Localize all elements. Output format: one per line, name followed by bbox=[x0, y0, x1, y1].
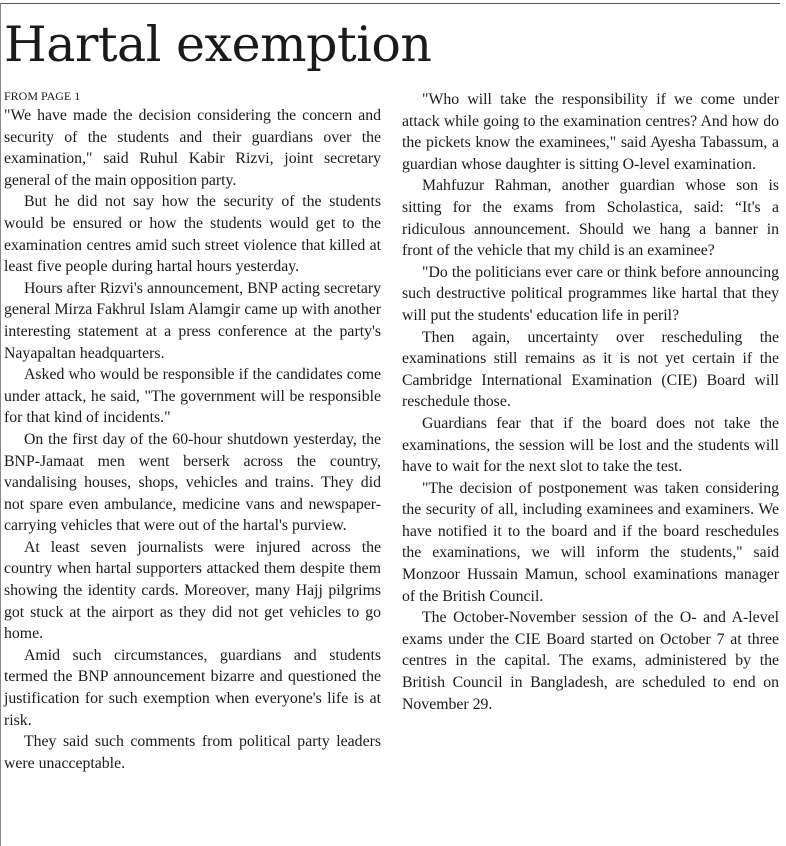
right-paragraph-1: "Who will take the responsibility if we come under attack while going to the examination centres? And how do the pickets know the examinees," said Ayesha Tabassum, a guardian whose daughter is sitting O-level examination. bbox=[402, 91, 779, 173]
right-paragraph-2: Mahfuzur Rahman, another guardian whose son is sitting for the exams from Scholastica, said: “It's a ridiculous announcement. Should we hang a banner in front of the vehicle that my child is an examinee? bbox=[402, 177, 779, 260]
right-paragraph-6: "The decision of postponement was taken considering the security of all, including examinees and examiners. We have notified it to the board and if the board reschedules the examinations, we will inform the students," said Monzoor Hussain Mamun, school examinations manager of the British Council. bbox=[402, 479, 779, 605]
right-column bbox=[402, 89, 779, 715]
left-paragraph-5: On the first day of the 60-hour shutdown yesterday, the BNP-Jamaat men went berserk across the country, vandalising houses, shops, vehicles and trains. They did not spare even ambulance, medicine vans and newspaper-carrying vehicles that were out of the hartal's purview. bbox=[4, 430, 381, 535]
left-column bbox=[4, 105, 381, 774]
left-paragraph-2: But he did not say how the security of the students would be ensured or how the students would get to the examination centres amid such street violence that killed at least five people during hartal hours yesterday. bbox=[4, 193, 381, 276]
left-paragraph-8: They said such comments from political party leaders were unacceptable. bbox=[4, 733, 381, 772]
right-paragraph-7: The October-November session of the O- and A-level exams under the CIE Board started on October 7 at three centres in the capital. The exams, administered by the British Council in Bangladesh, are scheduled to end on November 29. bbox=[402, 609, 779, 713]
right-paragraph-3: "Do the politicians ever care or think before announcing such destructive political programmes like hartal that they will put the students' education life in peril? bbox=[402, 263, 779, 324]
left-paragraph-3: Hours after Rizvi's announcement, BNP acting secretary general Mirza Fakhrul Islam Alamgir came up with another interesting statement at a press conference at the party's Nayapaltan headquarters. bbox=[4, 279, 381, 362]
left-rule bbox=[0, 3, 1, 846]
left-paragraph-7: Amid such circumstances, guardians and students termed the BNP announcement bizarre and questioned the justification for such exemption when everyone's life is at risk. bbox=[4, 646, 381, 729]
left-paragraph-6: At least seven journalists were injured across the country when hartal supporters attacked them despite them showing the identity cards. Moreover, many Hajj pilgrims got stuck at the airport as they did not get vehicles to go home. bbox=[4, 538, 381, 643]
right-paragraph-4: Then again, uncertainty over rescheduling the examinations still remains as it is not yet certain if the Cambridge International Examination (CIE) Board will reschedule those. bbox=[402, 328, 779, 411]
left-paragraph-1: "We have made the decision considering the concern and security of the students and their guardians over the examination," said Ruhul Kabir Rizvi, joint secretary general of the main opposition party. bbox=[4, 107, 381, 189]
right-paragraph-5: Guardians fear that if the board does not take the examinations, the session will be lost and the students will have to wait for the next slot to take the test. bbox=[402, 414, 779, 476]
left-paragraph-4: Asked who would be responsible if the candidates come under attack, he said, "The government will be responsible for that kind of incidents." bbox=[4, 366, 381, 427]
top-rule bbox=[0, 3, 780, 4]
headline: Hartal exemption bbox=[4, 16, 432, 73]
kicker-from-page: FROM PAGE 1 bbox=[4, 89, 81, 103]
